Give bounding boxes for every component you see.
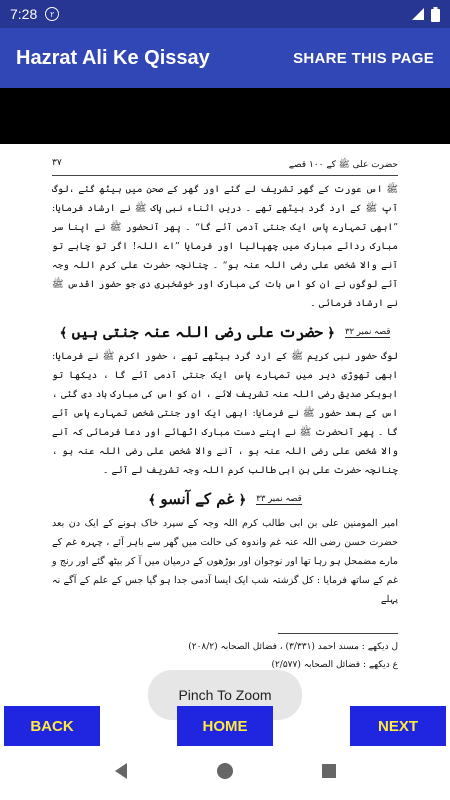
running-head-title: حضرت علی ﷺ کے ۱۰۰ قصے [288,160,398,170]
ornament-icon: ﴾ [148,493,161,508]
image-top-band [0,88,450,144]
app-title: Hazrat Ali Ke Qissay [16,46,210,69]
paragraph-3: امیر المومنین علی بن ابی طالب کرم اللہ وجہ کے سپرد خاک ہونے کے ایک دن بعد حضرت حسن رضی اللہ عنہ غم واندوہ کی حالت میں گھر سے باہر آئے ، چہرہ غم کے مارے مضمحل ہو رہا تھا اور نوجوان اور بوڑھوں کے درمیان میں آ کر بیٹھ گئے اور رنج و غم کے ساتھ فرمایا : کل گزشتہ شب ایک ایسا آدمی جدا ہو گیا جس کے علم کے آگے نہ پہلے [52,518,398,605]
footnote-1: ل دیکھے : مسند احمد (۳/۳۳۱) ، فضائل الصحابہ (۲۰۸/۲) [188,642,398,652]
qissa-number-33: قصہ نمبر ۳۳ [256,494,302,504]
home-button[interactable]: HOME [177,706,273,746]
running-head [52,158,398,176]
back-button[interactable]: BACK [4,706,100,746]
qissa-heading-32 [52,323,398,341]
heading-title-1: حضرت علی رضی اللہ عنہ جنتی ہیں [71,323,323,341]
footnote-2: ع دیکھے : فضائل الصحابہ (۲/۵۷۷) [271,660,398,670]
nav-back-icon[interactable] [113,762,129,785]
status-icons [411,7,440,22]
app-bar [0,28,450,88]
page-number: ۳۷ [52,158,62,168]
signal-icon [411,7,425,21]
ornament-icon: ﴿ [234,493,247,508]
status-time: 7:28 [10,6,38,22]
pinch-to-zoom-toast: Pinch To Zoom [148,670,302,720]
book-page-image[interactable] [0,144,450,706]
nav-recents-icon[interactable] [321,763,337,784]
footnotes [52,631,398,674]
paragraph-2: لوگ حضور نبی کریم ﷺ کے ارد گرد بیٹھے تھے ، حضور اکرم ﷺ نے فرمایا: ابھی تھوڑی دیر میں تمہارے پاس ایک جنتی آدمی آئے گا ، دیکھا تو ابوبکر صدیق رضی اللہ عنہ تشریف لائے ، ان کو اس کی مبارک باد دی گئی ، اس کے بعد حضور ﷺ نے فرمایا: ابھی ایک اور جنتی شخص تمہارے پاس آئے گا ۔ پھر آنحضرت ﷺ نے اپنے دست مبارک اٹھائے اور دعا فرمائی کہ آنے والا شخص علی رضی اللہ عنہ ہو ، آنے والا شخص علی رضی اللہ عنہ ہو ، چنانچہ حضرت علی بن ابی طالب کرم اللہ وجہ تشریف لے آئے ۔ [52,351,398,476]
battery-icon [431,7,440,22]
ornament-icon: ﴾ [59,326,72,341]
book-page-content [52,158,398,688]
status-bar [0,0,450,28]
qissa-number-32: قصہ نمبر ۳۲ [344,327,391,337]
heading-title-2: غم کے آنسو [160,490,235,508]
footnote-rule [278,633,398,634]
paragraph-1: ﷺ اس عورت کے گھر تشریف لے گئے اور گھر کے صحن میں بیٹھ گئے ،لوگ آپ ﷺ کے ارد گرد بیٹھے تھے ۔ دریں اثناء نبی پاک ﷺ نے ارشاد فرمایا: ”ابھی تمہارے پاس ایک جنتی آدمی آئے گا“ ۔ پھر آنحضور ﷺ نے اپنا سر مبارک ردائے مبارک میں چھپالیا اور فرمایا ”اے اللہ! اگر تو چاہے تو آنے والا شخص علی رضی اللہ عنہ ہو“ ۔ چنانچہ حضرت علی کرم اللہ وجہ آئے لوگوں نے ان کو اس بات کی مبارک اور خوشخبری دی جو حضور اقدس ﷺ نے ارشاد فرمائی ۔ [52,184,398,309]
nav-home-icon[interactable] [216,762,234,785]
system-nav-bar [0,746,450,800]
share-page-button[interactable]: SHARE THIS PAGE [293,49,434,67]
qissa-heading-33 [52,490,398,508]
notification-icon: ٢ [45,7,59,21]
ornament-icon: ﴿ [322,326,335,341]
next-button[interactable]: NEXT [350,706,446,746]
